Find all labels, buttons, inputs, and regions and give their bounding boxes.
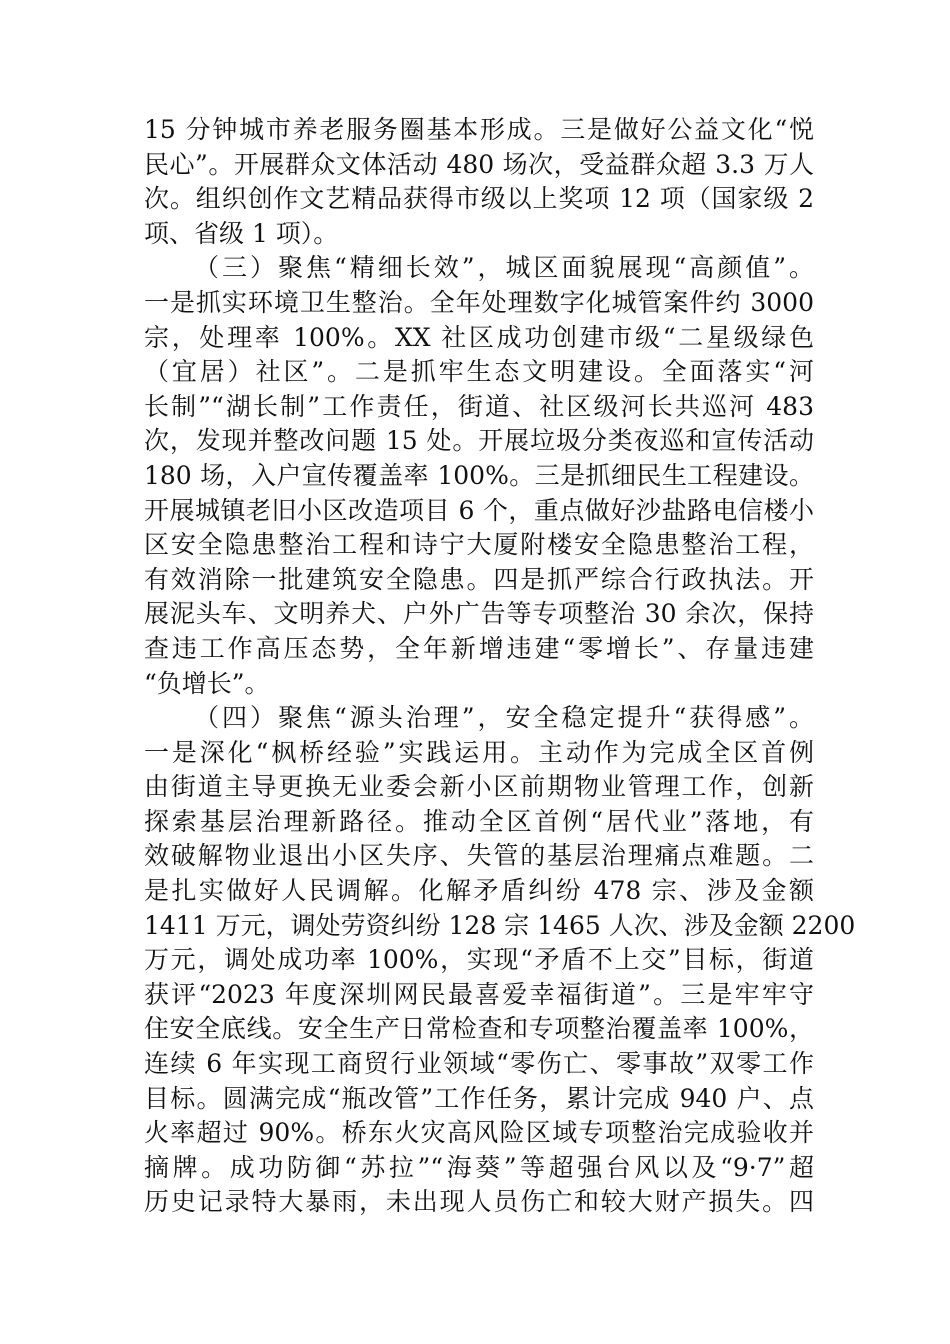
- text-line: 一是抓实环境卫生整治。全年处理数字化城管案件约 3000: [144, 287, 814, 317]
- text-line: 摘牌。成功防御“苏拉”“海葵”等超强台风以及“9·7”超: [144, 1152, 814, 1182]
- text-line: 历史记录特大暴雨，未出现人员伤亡和较大财产损失。四: [144, 1187, 814, 1217]
- text-line: 一是深化“枫桥经验”实践运用。主动作为完成全区首例: [144, 737, 814, 767]
- text-line: 由街道主导更换无业委会新小区前期物业管理工作，创新: [144, 772, 814, 802]
- document-body: [144, 113, 856, 1220]
- text-line: 民心”。开展群众文体活动 480 场次，受益群众超 3.3 万人: [144, 149, 814, 179]
- text-line: 180 场，入户宣传覆盖率 100%。三是抓细民生工程建设。: [144, 460, 814, 490]
- text-line: 区安全隐患整治工程和诗宁大厦附楼安全隐患整治工程，: [144, 530, 814, 560]
- text-line: 住安全底线。安全生产日常检查和专项整治覆盖率 100%，: [144, 1014, 814, 1044]
- text-line: 有效消除一批建筑安全隐患。四是抓严综合行政执法。开: [144, 564, 814, 594]
- section-heading-4: （四）聚焦“源头治理”，安全稳定提升“获得感”。: [194, 703, 814, 733]
- text-line: 15 分钟城市养老服务圈基本形成。三是做好公益文化“悦: [144, 115, 814, 144]
- text-line: 万元，调处成功率 100%，实现“矛盾不上交”目标，街道: [144, 945, 814, 975]
- section-heading-3: （三）聚焦“精细长效”，城区面貌展现“高颜值”。: [194, 253, 814, 283]
- text-line: （宜居）社区”。二是抓牢生态文明建设。全面落实“河: [144, 357, 814, 387]
- text-line: 获评“2023 年度深圳网民最喜爱幸福街道”。三是牢牢守: [144, 979, 814, 1009]
- text-line: 火率超过 90%。桥东火灾高风险区域专项整治完成验收并: [144, 1118, 814, 1148]
- text-line: 项、省级 1 项）。: [144, 218, 339, 248]
- text-line: 目标。圆满完成“瓶改管”工作任务，累计完成 940 户、点: [144, 1083, 814, 1113]
- text-line: 连续 6 年实现工商贸行业领域“零伤亡、零事故”双零工作: [144, 1049, 814, 1079]
- text-line: 次，发现并整改问题 15 处。开展垃圾分类夜巡和宣传活动: [144, 426, 814, 456]
- text-line: 查违工作高压态势，全年新增违建“零增长”、存量违建: [144, 633, 814, 663]
- text-line: 探索基层治理新路径。推动全区首例“居代业”落地，有: [144, 806, 814, 836]
- text-line: “负增长”。: [144, 668, 270, 698]
- text-line: 次。组织创作文艺精品获得市级以上奖项 12 项（国家级 2: [144, 184, 814, 214]
- text-line: 开展城镇老旧小区改造项目 6 个，重点做好沙盐路电信楼小: [144, 495, 814, 525]
- text-line: 1411 万元，调处劳资纠纷 128 宗 1465 人次、涉及金额 2200: [144, 910, 856, 940]
- text-line: 长制”“湖长制”工作责任，街道、社区级河长共巡河 483: [144, 391, 814, 421]
- text-line: 宗，处理率 100%。XX 社区成功创建市级“二星级绿色: [144, 322, 814, 352]
- text-line: 效破解物业退出小区失序、失管的基层治理痛点难题。二: [144, 841, 814, 871]
- text-line: 展泥头车、文明养犬、户外广告等专项整治 30 余次，保持: [144, 599, 814, 629]
- text-line: 是扎实做好人民调解。化解矛盾纠纷 478 宗、涉及金额: [144, 876, 814, 906]
